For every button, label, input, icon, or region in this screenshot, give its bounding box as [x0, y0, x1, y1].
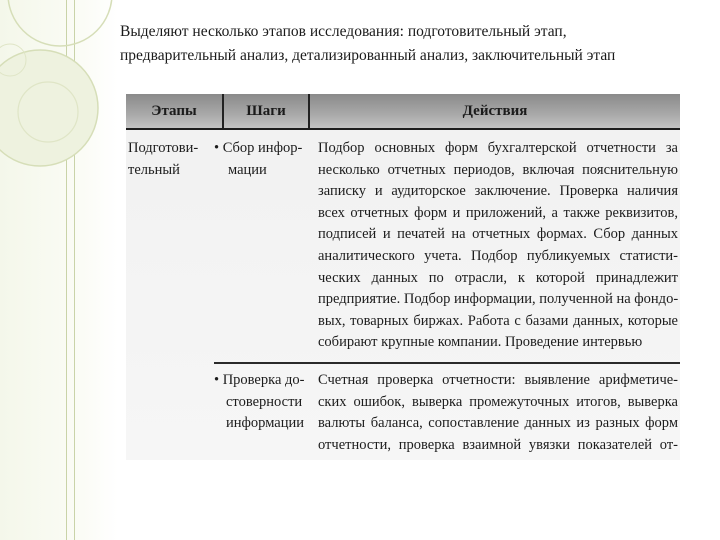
action-line: собирают крупные компании. Проведение интервью: [318, 334, 643, 351]
stage-line: тельный: [128, 161, 180, 178]
action-line: записку и аудиторское заключение. Проверка наличия: [318, 183, 678, 200]
action-line: Подбор основных форм бухгалтерской отчетности за: [318, 140, 678, 156]
heading-line: предварительный анализ, детализированный анализ, заключительный этап: [120, 47, 616, 64]
slide-heading: [120, 20, 690, 68]
step-line: • Проверка до-: [214, 372, 305, 388]
table-header: [126, 94, 680, 130]
row2-step-cell: [214, 370, 318, 435]
row-divider: [214, 362, 680, 364]
action-line: ческих данных по отрасли, к которой принадлежит: [318, 269, 678, 286]
column-header-actions: Действия: [462, 103, 528, 119]
action-line: ских ошибок, выверка промежуточных итогов, выверка: [318, 393, 678, 410]
action-line: вых, товарных биржах. Работа с базами данных, которые: [318, 312, 678, 329]
step-line: • Сбор инфор-: [214, 140, 303, 156]
step-line: стоверности: [226, 393, 303, 410]
heading-line: Выделяют несколько этапов исследования: подготовительный этап,: [120, 23, 567, 40]
row1-step-cell: [214, 138, 314, 181]
action-line: несколько отчетных периодов, включая пояснительную: [318, 161, 678, 178]
row1-action-cell: [318, 138, 678, 354]
column-header-steps: Шаги: [246, 103, 286, 119]
step-line: информации: [226, 415, 304, 432]
row1-stage-cell: [128, 138, 220, 181]
action-line: всех отчетных форм и приложений, а также реквизитов,: [318, 204, 678, 221]
action-line: валюты баланса, сопоставление данных из разных форм: [318, 415, 678, 432]
stage-line: Подготови-: [128, 140, 199, 156]
column-header-stages: Этапы: [151, 103, 197, 119]
action-line: аналитического учета. Подбор публикуемых статисти-: [318, 247, 678, 264]
row2-action-cell: [318, 370, 678, 456]
action-line: отчетности, проверка взаимной увязки показателей от-: [318, 436, 678, 453]
step-line: мации: [228, 161, 267, 178]
action-line: Счетная проверка отчетности: выявление арифметиче-: [318, 372, 678, 388]
action-line: подписей и печатей на отчетных формах. Сбор данных: [318, 226, 678, 243]
action-line: предприятие. Подбор информации, полученной на фондо-: [318, 291, 679, 308]
stages-table: [126, 94, 680, 460]
